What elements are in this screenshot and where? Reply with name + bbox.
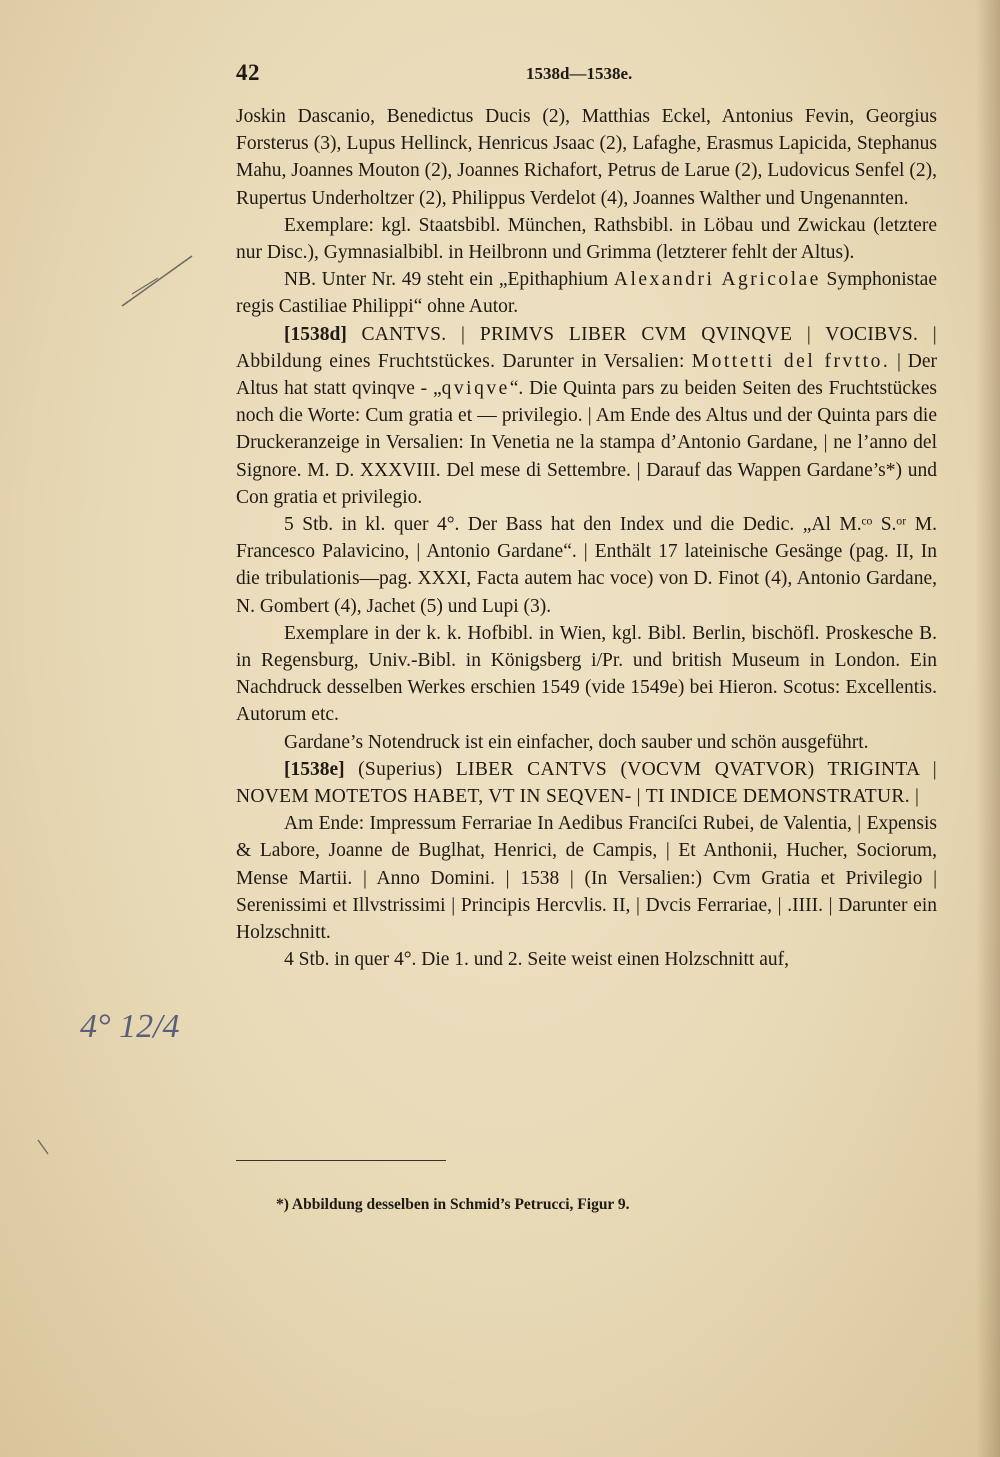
footnote: *) Abbildung desselben in Schmid’s Petrucci, Figur 9. [276, 1196, 630, 1213]
paragraph-notendruck: Gardane’s Notendruck ist ein einfacher, doch sauber und schön ausgeführt. [284, 731, 869, 753]
nb-text-spaced: Alexandri Agricolae [613, 269, 821, 291]
paragraph-stb-1538e: 4 Stb. in quer 4°. Die 1. und 2. Seite weist einen Holzschnitt auf, [284, 949, 789, 971]
running-title: 1538d—1538e. [526, 64, 633, 83]
entry-1538d-text-b: | Der Altus hat statt qvinqve - „ [236, 350, 937, 400]
paragraph-stb-1538d: 5 Stb. in kl. quer 4°. Der Bass hat den Index und die Dedic. „Al M.ᶜᵒ S.ᵒʳ M. Francesco Palavicino, | Antonio Gardane“. | Enthält 17 lateinische Gesänge (pag. II, In die tribulationis—pag. XXXI, Facta autem hac voce) von D. Finot (4), Antonio Gardane, N. Gombert (4), Jachet (5) und Lupi (3). [236, 514, 937, 617]
entry-1538d-text-c: “. Die Quinta pars zu beiden Seiten des Fruchtstückes noch die Worte: Cum gratia et — privilegio. | Am Ende des Altus und der Quinta pars die Druckeranzeige in Versalien: In Venetia ne la stampa d’Antonio Gardane, | ne l’anno del Signore. M. D. XXXVIII. Del mese di Settembre. | Darauf das Wappen Gardane’s*) und Con gratia et privilegio. [236, 378, 937, 508]
handwritten-shelfmark [78, 995, 228, 1055]
pencil-tick-mark [36, 1138, 50, 1156]
paragraph-am-ende: Am Ende: Impressum Ferrariae In Aedibus Franciſci Rubei, de Valentia, | Expensis & Labore, Joanne de Buglhat, Henrici, de Campis, | Et Anthonii, Hucher, Sociorum, Mense Martii. | Anno Domini. | 1538 | (In Versalien:) Cvm Gratia et Privilegio | Serenissimi et Illvstrissimi | Principis Hercvlis. II, | Dvcis Ferrariae, | .IIII. | Darunter ein Holzschnitt. [236, 813, 937, 944]
entry-number-1538e: [1538e] [284, 758, 345, 780]
paragraph-exemplare-2: Exemplare in der k. k. Hofbibl. in Wien, kgl. Bibl. Berlin, bischöfl. Proskesche B. in Regensburg, Univ.-Bibl. in Königsberg i/Pr. und british Museum in London. Ein Nachdruck desselben Werkes erschien 1549 (vide 1549e) bei Hieron. Scotus: Excellentis. Autorum etc. [236, 622, 937, 726]
body-text [236, 103, 937, 974]
handwritten-shelfmark-text: 4° 12/4 [80, 1008, 180, 1045]
entry-number-1538d: [1538d] [284, 323, 347, 345]
entry-1538e [236, 756, 937, 810]
page-number: 42 [236, 60, 260, 85]
entry-1538d-text-a: CANTVS. | PRIMVS LIBER CVM QVINQVE | VOCIBVS. | Abbildung eines Fruchtstückes. Darunter in Versalien: [236, 323, 937, 372]
paragraph-composer-list: Joskin Dascanio, Benedictus Ducis (2), Matthias Eckel, Antonius Fevin, Georgius Forsterus (3), Lupus Hellinck, Henricus Jsaac (2), Lafaghe, Erasmus Lapicida, Stephanus Mahu, Joannes Mouton (2), Joannes Richafort, Petrus de Larue (2), Ludovicus Senfel (2), Rupertus Underholtzer (2), Philippus Verdelot (4), Joannes Walther und Ungenannten. [236, 106, 937, 209]
paragraph-exemplare-1: Exemplare: kgl. Staatsbibl. München, Rathsbibl. in Löbau und Zwickau (letztere nur Disc.), Gymnasialbibl. in Heilbronn und Grimma (letzterer fehlt der Altus). [236, 214, 937, 264]
entry-1538d [236, 321, 937, 511]
page-header [236, 60, 936, 90]
nb-text-b: Symphonistae regis Castiliae Philippi“ ohne Autor. [236, 269, 937, 318]
entry-1538d-spaced-2: qviqve [441, 378, 510, 400]
page-edge-shadow [976, 0, 1000, 1457]
entry-1538e-text: (Superius) LIBER CANTVS (VOCVM QVATVOR) TRIGINTA | NOVEM MOTETOS HABET, VT IN SEQVEN- | TI INDICE DEMONSTRATUR. | [236, 758, 937, 808]
paragraph-nb [236, 266, 937, 320]
footnote-rule [236, 1160, 446, 1161]
pencil-stroke-mark [118, 250, 198, 310]
nb-text-a: NB. Unter Nr. 49 steht ein „Epithaphium [284, 269, 614, 291]
entry-1538d-spaced-1: Mottetti del frvtto. [691, 350, 891, 372]
